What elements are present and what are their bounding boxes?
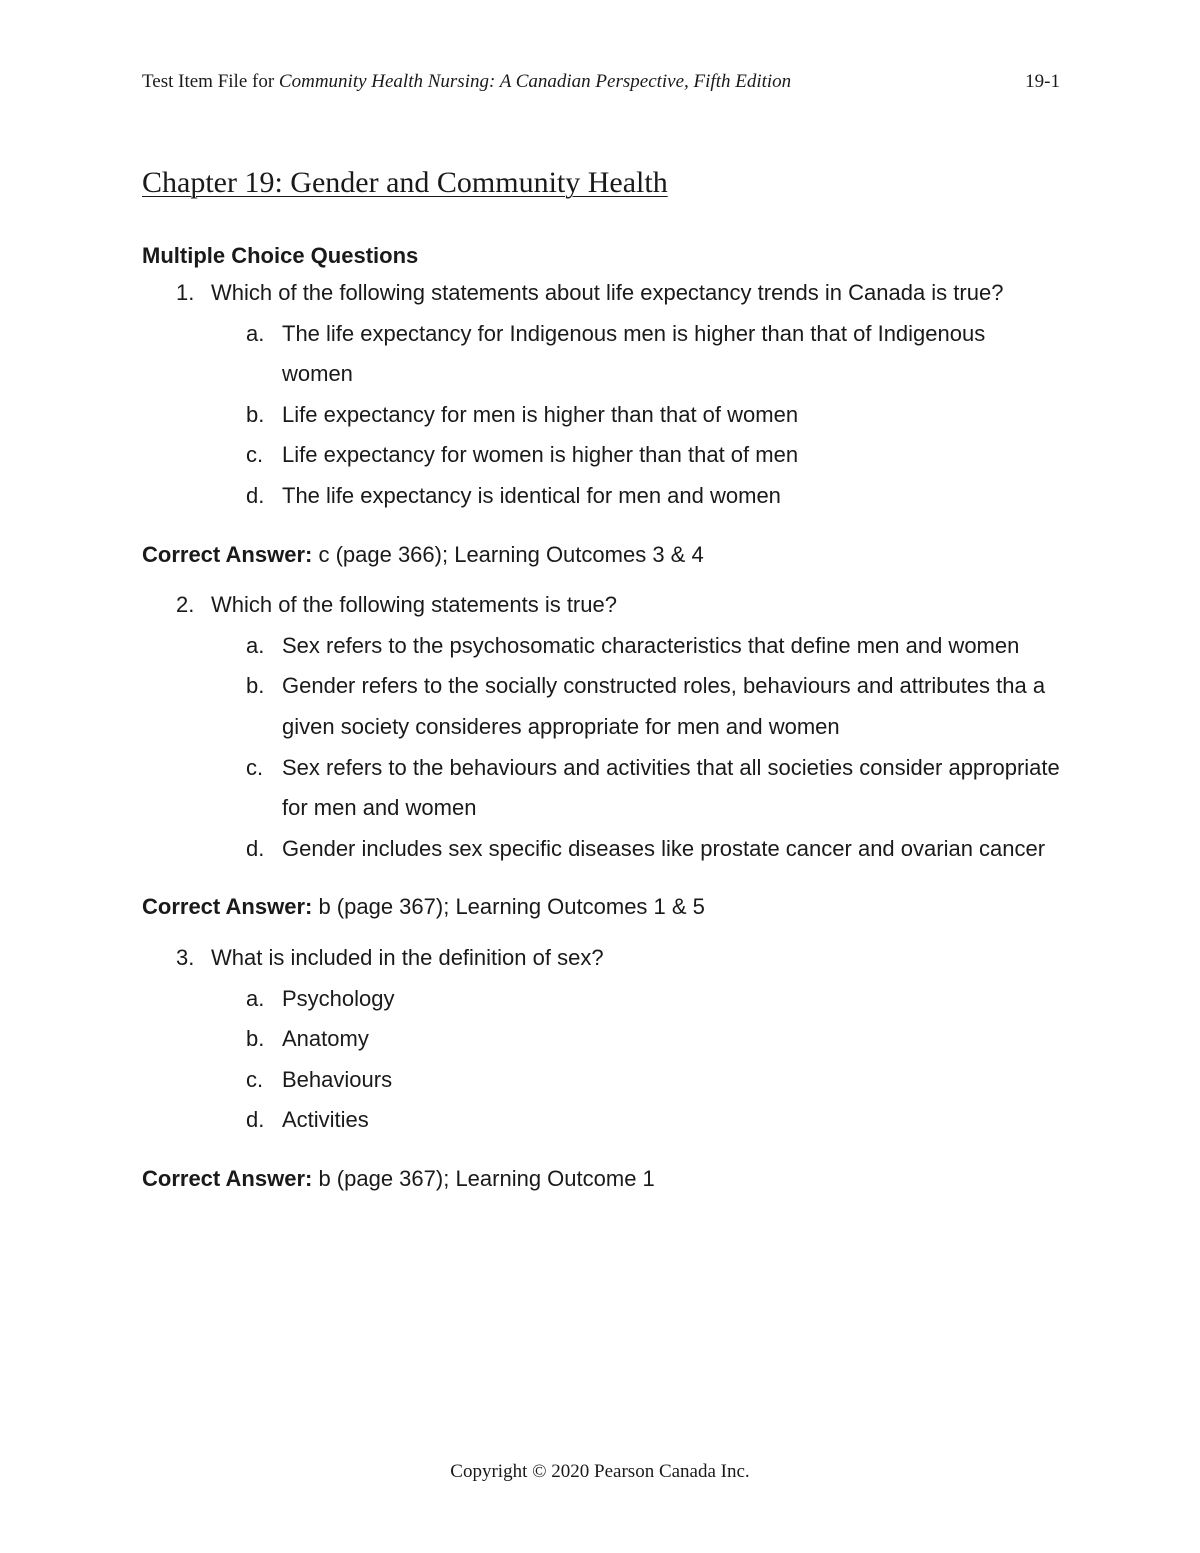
correct-answer-1 bbox=[142, 535, 1062, 576]
option-text: The life expectancy for Indigenous men is higher than that of Indigenous women bbox=[282, 320, 986, 387]
option-letter: d. bbox=[246, 482, 265, 508]
question-number: 2. bbox=[176, 592, 195, 618]
option-text: Life expectancy for men is higher than that of women bbox=[282, 401, 799, 427]
question-2 bbox=[142, 585, 1062, 869]
option-text: Gender refers to the socially constructed roles, behaviours and attributes tha a given society consideres appropriate for men and women bbox=[282, 673, 1046, 739]
option-text: Sex refers to the psychosomatic characteristics that define men and women bbox=[282, 632, 1020, 658]
question-number: 1. bbox=[176, 280, 195, 305]
answer-label: Correct Answer: bbox=[142, 894, 313, 920]
answer-text: b (page 367); Learning Outcome 1 bbox=[312, 1165, 655, 1191]
option-text: Psychology bbox=[282, 985, 395, 1011]
question-1 bbox=[142, 273, 1062, 517]
page-header bbox=[142, 70, 1060, 94]
section-heading: Multiple Choice Questions bbox=[142, 243, 419, 268]
option-item bbox=[142, 979, 1062, 1020]
option-letter: d. bbox=[246, 835, 265, 861]
answer-label: Correct Answer: bbox=[142, 1165, 313, 1191]
option-text: Sex refers to the behaviours and activities that all societies consider appropriate for men and women bbox=[282, 754, 1060, 821]
option-text: Behaviours bbox=[282, 1066, 393, 1092]
option-list bbox=[211, 979, 1062, 1141]
option-item bbox=[142, 395, 1062, 436]
option-item bbox=[142, 435, 1062, 476]
option-text: Life expectancy for women is higher than that of men bbox=[282, 442, 799, 468]
option-letter: c. bbox=[246, 1066, 264, 1092]
chapter-title: Chapter 19: Gender and Community Health bbox=[142, 166, 668, 199]
option-text: Activities bbox=[282, 1107, 369, 1133]
question-3 bbox=[142, 938, 1062, 1141]
page-footer: Copyright © 2020 Pearson Canada Inc. bbox=[450, 1461, 750, 1482]
answer-label: Correct Answer: bbox=[142, 541, 313, 567]
option-letter: a. bbox=[246, 320, 265, 346]
option-letter: b. bbox=[246, 401, 265, 427]
option-letter: b. bbox=[246, 1026, 265, 1052]
answer-text: c (page 366); Learning Outcomes 3 & 4 bbox=[312, 541, 704, 567]
option-item bbox=[142, 748, 1062, 829]
question-list bbox=[142, 238, 1062, 1199]
option-item bbox=[142, 476, 1062, 517]
header-book-title: Community Health Nursing: A Canadian Perspective, Fifth Edition bbox=[278, 71, 792, 92]
option-item bbox=[142, 1019, 1062, 1060]
option-item bbox=[142, 829, 1062, 870]
question-text: What is included in the definition of sex? bbox=[211, 944, 604, 970]
correct-answer-2 bbox=[142, 887, 1062, 928]
option-letter: c. bbox=[246, 442, 264, 468]
option-item bbox=[142, 1100, 1062, 1141]
option-letter: b. bbox=[246, 673, 265, 699]
option-item bbox=[142, 666, 1062, 747]
option-text: The life expectancy is identical for men and women bbox=[282, 482, 781, 508]
option-letter: d. bbox=[246, 1107, 265, 1133]
option-letter: a. bbox=[246, 632, 265, 658]
option-item bbox=[142, 626, 1062, 667]
question-text: Which of the following statements is true? bbox=[211, 592, 617, 618]
question-number: 3. bbox=[176, 944, 195, 970]
header-prefix: Test Item File for bbox=[142, 71, 279, 92]
option-letter: a. bbox=[246, 985, 265, 1011]
option-item bbox=[142, 1060, 1062, 1101]
header-page-number: 19-1 bbox=[1025, 71, 1060, 92]
option-list bbox=[211, 626, 1062, 870]
option-text: Gender includes sex specific diseases like prostate cancer and ovarian cancer bbox=[282, 835, 1046, 861]
option-list bbox=[211, 314, 1062, 517]
correct-answer-3 bbox=[142, 1159, 1062, 1200]
question-text: Which of the following statements about life expectancy trends in Canada is true? bbox=[211, 280, 1004, 305]
header-title bbox=[142, 70, 791, 94]
answer-text: b (page 367); Learning Outcomes 1 & 5 bbox=[312, 894, 705, 920]
option-item bbox=[142, 314, 1062, 395]
option-text: Anatomy bbox=[282, 1026, 369, 1052]
option-letter: c. bbox=[246, 754, 264, 780]
